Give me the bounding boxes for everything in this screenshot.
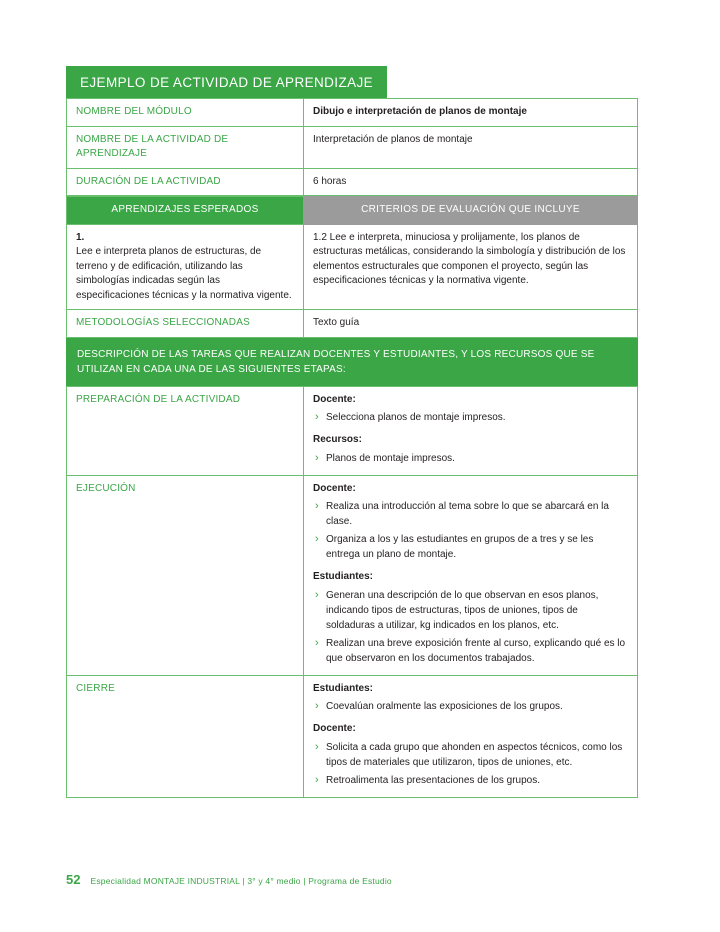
aprendizaje-number: 1. (76, 231, 85, 243)
role-label: Docente: (313, 482, 356, 494)
table-header-row (67, 197, 638, 225)
stage-label-cell (67, 386, 304, 475)
metodologias-label-cell (67, 310, 304, 338)
table-row (67, 310, 638, 338)
info-value: Dibujo e interpretación de planos de montaje (313, 106, 527, 117)
table-row (67, 126, 638, 168)
page-number: 52 (66, 872, 81, 887)
stage-label: CIERRE (76, 682, 115, 694)
info-value: Interpretación de planos de montaje (313, 133, 473, 145)
metodologias-label: METODOLOGÍAS SELECCIONADAS (76, 317, 250, 328)
criterio-cell (304, 224, 638, 310)
stage-content-cell (304, 475, 638, 675)
list-item: › Organiza a los y las estudiantes en grupos de a tres y se les entrega un plano de montaje. (313, 532, 628, 562)
table-row (67, 224, 638, 310)
info-label: NOMBRE DE LA ACTIVIDAD DE APRENDIZAJE (76, 133, 229, 159)
task-list (313, 699, 628, 714)
role-label: Recursos: (313, 434, 362, 445)
header-criterios: CRITERIOS DE EVALUACIÓN QUE INCLUYE (304, 197, 638, 225)
table-row (67, 475, 638, 675)
role-label: Docente: (313, 393, 356, 405)
header-aprendizajes: APRENDIZAJES ESPERADOS (67, 197, 304, 225)
aprendizaje-text: Lee e interpreta planos de estructuras, de terreno y de edificación, utilizando las simbologías indicadas según las especificaciones técnicas y la normativa vigente. (76, 246, 292, 301)
list-item: › Retroalimenta las presentaciones de los grupos. (313, 773, 628, 788)
table-row (67, 675, 638, 797)
info-value-cell (304, 126, 638, 168)
page-footer (66, 872, 646, 887)
task-list (313, 410, 628, 425)
stages-table (66, 386, 638, 798)
stage-content-cell (304, 675, 638, 797)
list-item: › Solicita a cada grupo que ahonden en aspectos técnicos, como los tipos de materiales que utilizaron, tipos de uniones, etc. (313, 740, 628, 770)
aprendizaje-cell (67, 224, 304, 310)
info-label: DURACIÓN DE LA ACTIVIDAD (76, 175, 221, 187)
stage-label-cell (67, 675, 304, 797)
description-bar: DESCRIPCIÓN DE LAS TAREAS QUE REALIZAN DOCENTES Y ESTUDIANTES, Y LOS RECURSOS QUE SE UTILIZAN EN CADA UNA DE LAS SIGUIENTES ETAPAS: (66, 338, 638, 386)
learning-criteria-table (66, 196, 638, 338)
list-item: › Coevalúan oralmente las exposiciones de los grupos. (313, 699, 628, 714)
info-label-cell (67, 126, 304, 168)
task-list (313, 740, 628, 788)
metodologias-value: Texto guía (313, 317, 360, 328)
role-label: Estudiantes: (313, 571, 374, 582)
task-list (313, 451, 628, 466)
info-label-cell (67, 99, 304, 127)
info-value-cell (304, 99, 638, 127)
task-list (313, 588, 628, 666)
role-label: Estudiantes: (313, 682, 374, 694)
info-table (66, 98, 638, 196)
table-row (67, 99, 638, 127)
task-list (313, 499, 628, 562)
list-item: › Selecciona planos de montaje impresos. (313, 410, 628, 425)
table-row (67, 168, 638, 196)
list-item: › Realiza una introducción al tema sobre lo que se abarcará en la clase. (313, 499, 628, 529)
section-banner: EJEMPLO DE ACTIVIDAD DE APRENDIZAJE (66, 66, 387, 98)
info-value-cell (304, 168, 638, 196)
info-label: NOMBRE DEL MÓDULO (76, 106, 192, 117)
list-item: › Realizan una breve exposición frente al curso, explicando qué es lo que observaron en los documentos trabajados. (313, 636, 628, 666)
info-label-cell (67, 168, 304, 196)
stage-label: PREPARACIÓN DE LA ACTIVIDAD (76, 393, 241, 405)
list-item: › Planos de montaje impresos. (313, 451, 628, 466)
stage-label-cell (67, 475, 304, 675)
criterio-text: 1.2 Lee e interpreta, minuciosa y prolijamente, los planos de estructuras metálicas, considerando la simbología y distribución de los elementos estructurales que componen el proyecto, según las especificaciones técnicas y la normativa vigente. (313, 231, 626, 286)
footer-text: Especialidad MONTAJE INDUSTRIAL | 3° y 4° medio | Programa de Estudio (90, 876, 392, 886)
list-item: › Generan una descripción de lo que observan en esos planos, indicando tipos de estructuras, tipos de uniones, tipos de soldaduras a utilizar, kg indicados en los planos, etc. (313, 588, 628, 633)
activity-sheet (66, 66, 638, 798)
stage-content-cell (304, 386, 638, 475)
stage-label: EJECUCIÓN (76, 482, 136, 494)
table-row (67, 386, 638, 475)
info-value: 6 horas (313, 175, 347, 187)
role-label: Docente: (313, 723, 356, 734)
metodologias-value-cell (304, 310, 638, 338)
